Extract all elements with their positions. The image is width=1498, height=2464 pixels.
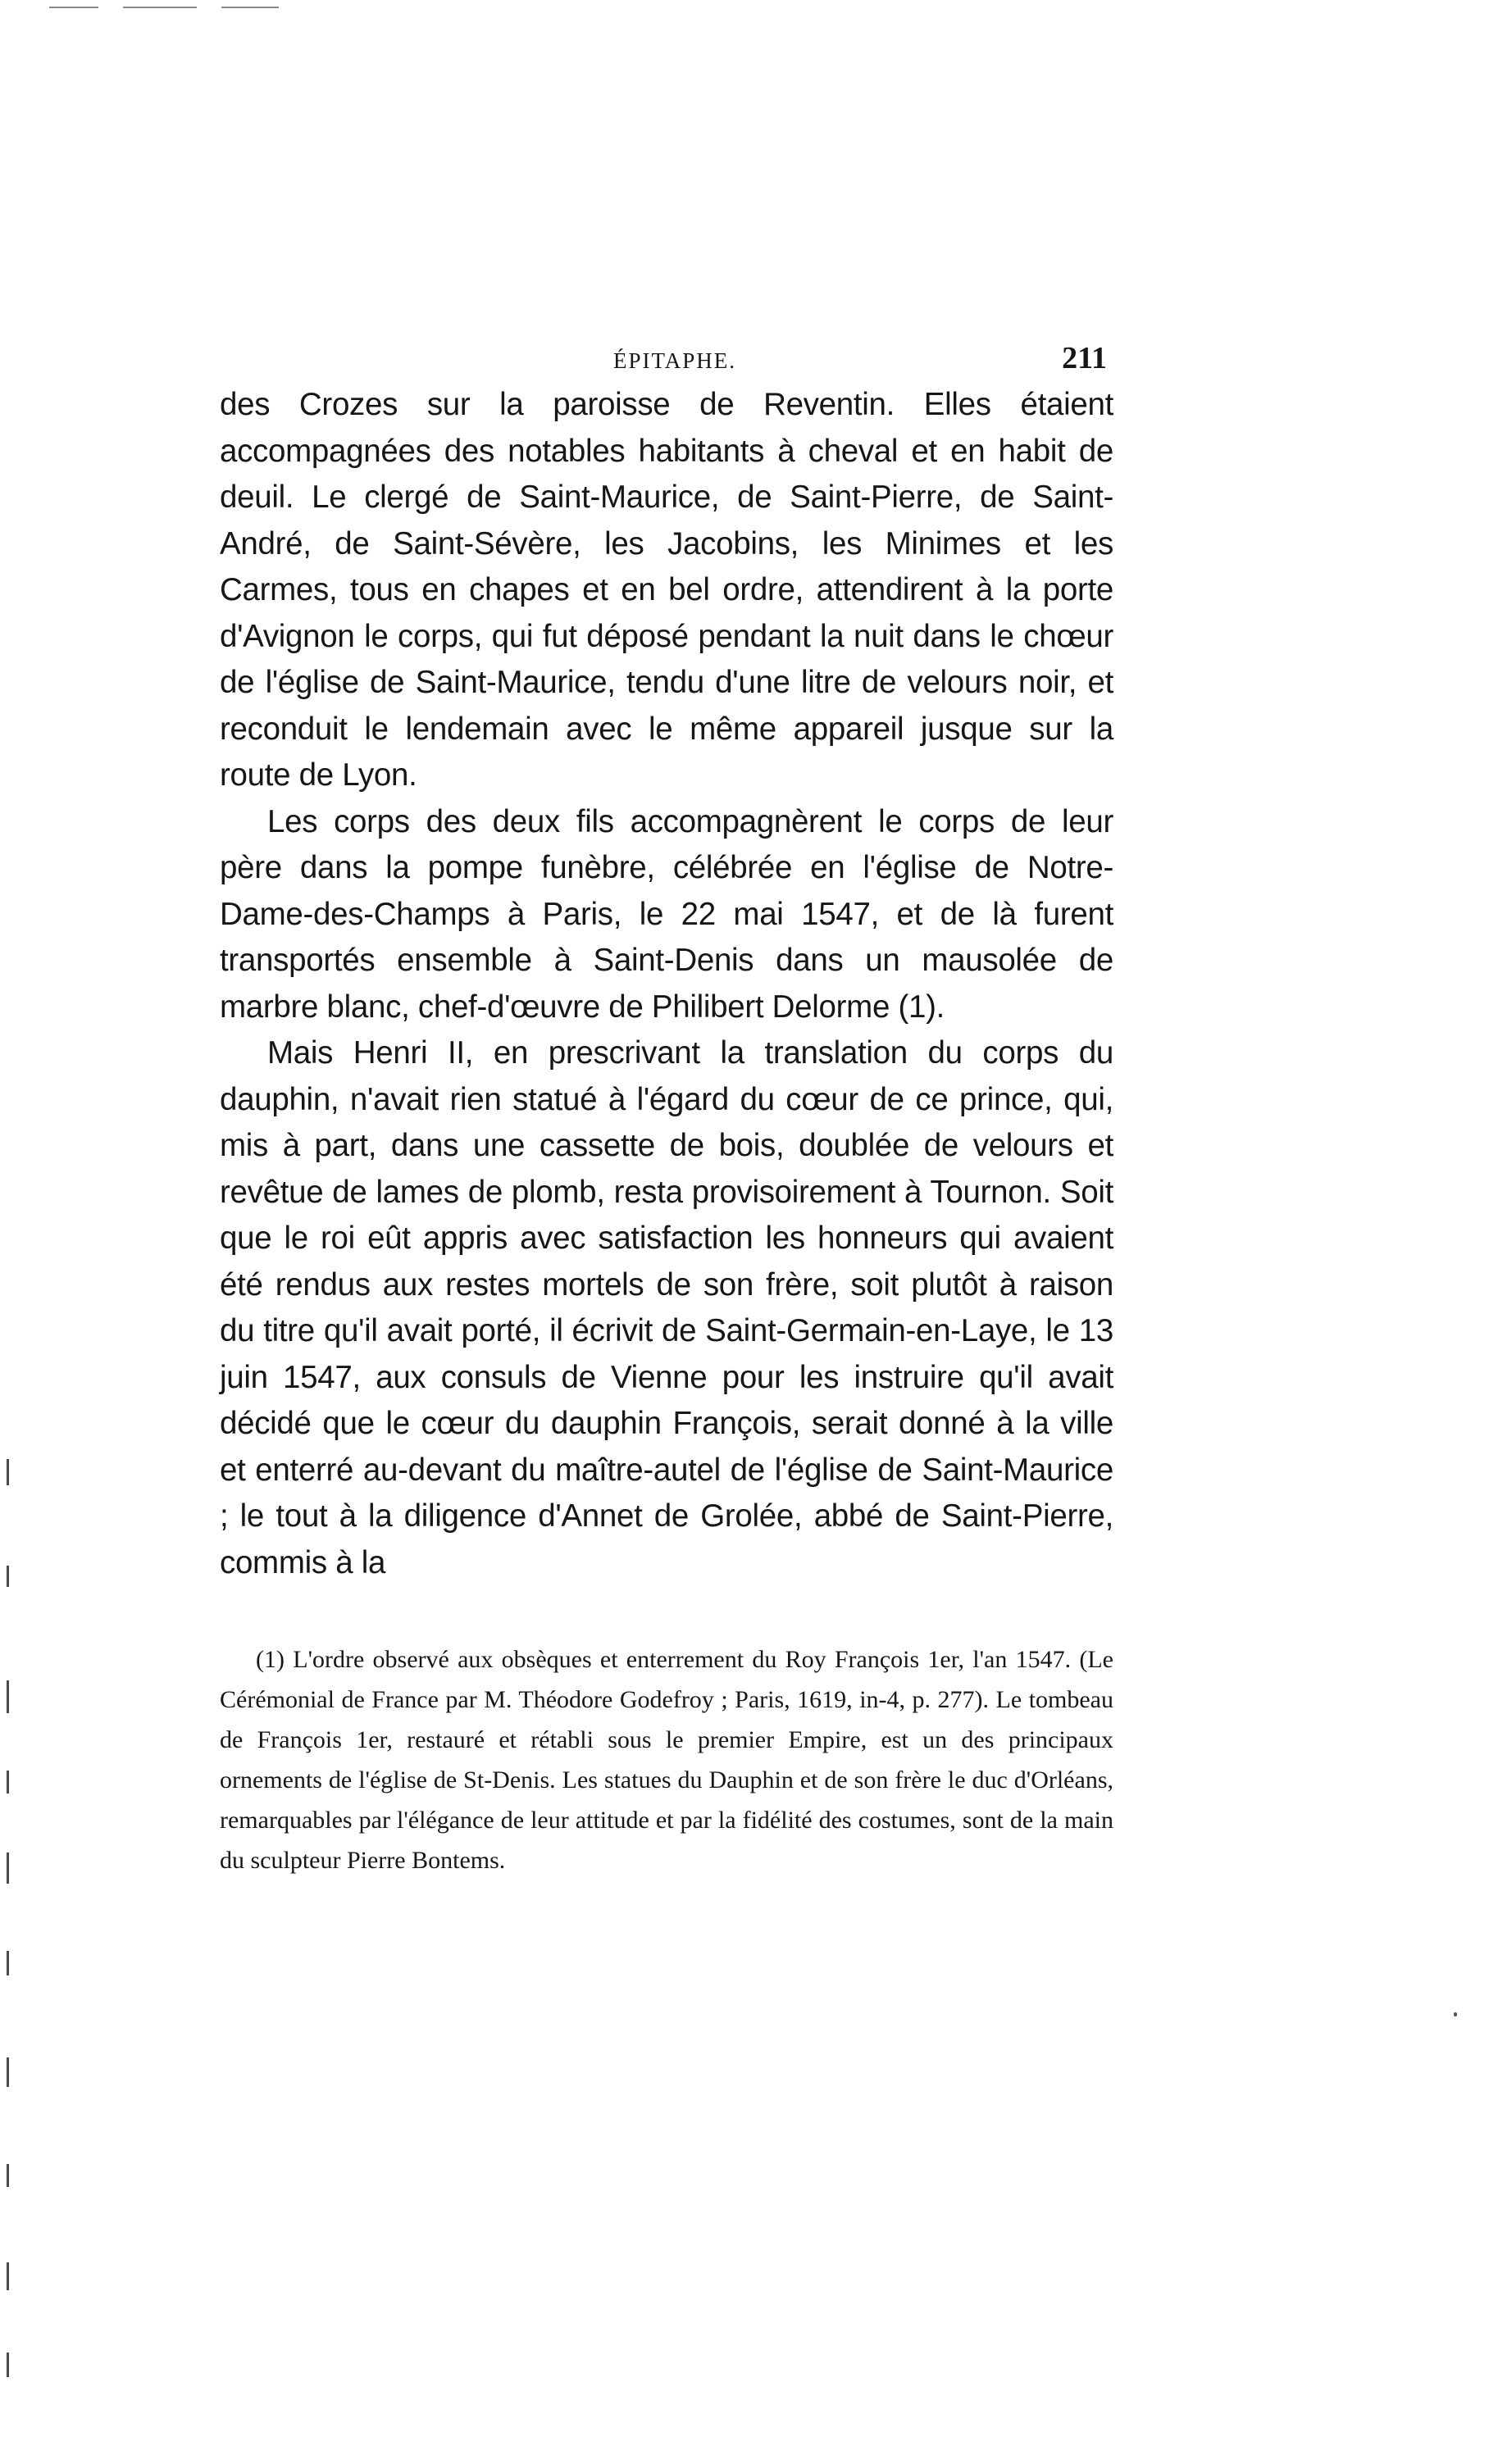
footnotes bbox=[220, 1639, 1113, 1880]
edge-mark bbox=[7, 1771, 9, 1793]
page-header bbox=[220, 340, 1130, 381]
edge-mark bbox=[7, 2262, 9, 2290]
main-text bbox=[220, 382, 1113, 1586]
scan-edge-line bbox=[221, 7, 279, 8]
paragraph: Mais Henri II, en prescrivant la translation du corps du dauphin, n'avait rien statué à l'égard du cœur de ce prince, qui, mis à part, dans une cassette de bois, doublée de velours et revêtue de lames de plomb, resta provisoirement à Tournon. Soit que le roi eût appris avec satisfaction les honneurs qui avaient été rendus aux restes mortels de son frère, soit plutôt à raison du titre qu'il avait porté, il écrivit de Saint-Germain-en-Laye, le 13 juin 1547, aux consuls de Vienne pour les instruire qu'il avait décidé que le cœur du dauphin François, serait donné à la ville et enterré au-devant du maître-autel de l'église de Saint-Maurice ; le tout à la diligence d'Annet de Grolée, abbé de Saint-Pierre, commis à la bbox=[220, 1035, 1113, 1580]
edge-mark bbox=[7, 1459, 9, 1485]
edge-mark bbox=[7, 1566, 9, 1587]
footnote: (1) L'ordre observé aux obsèques et enterrement du Roy François 1er, l'an 1547. (Le Cérémonial de France par M. Théodore Godefroy ; Paris, 1619, in-4, p. 277). Le tombeau de François 1er, restauré et rétabli sous le premier Empire, est un des principaux ornements de l'église de St-Denis. Les statues du Dauphin et de son frère le duc d'Orléans, remarquables par l'élégance de leur attitude et par la fidélité des costumes, sont de la main du sculpteur Pierre Bontems. bbox=[220, 1646, 1113, 1874]
edge-mark bbox=[7, 2057, 9, 2087]
page-number: 211 bbox=[1062, 341, 1107, 375]
edge-mark bbox=[7, 1951, 9, 1975]
running-title: ÉPITAPHE. bbox=[612, 348, 737, 373]
edge-mark bbox=[7, 1853, 9, 1884]
binding-edge-marks bbox=[7, 1459, 11, 2402]
edge-mark bbox=[7, 1680, 9, 1713]
paragraph: des Crozes sur la paroisse de Reventin. Elles étaient accompagnées des notables habitants à cheval et en habit de deuil. Le clergé de Saint-Maurice, de Saint-Pierre, de Saint-André, de Saint-Sévère, les Jacobins, les Minimes et les Carmes, tous en chapes et en bel ordre, attendirent à la porte d'Avignon le corps, qui fut déposé pendant la nuit dans le chœur de l'église de Saint-Maurice, tendu d'une litre de velours noir, et reconduit le lendemain avec le même appareil jusque sur la route de Lyon. bbox=[220, 387, 1113, 793]
scan-edge-line bbox=[123, 7, 197, 8]
edge-mark bbox=[7, 2353, 9, 2377]
paragraph: Les corps des deux fils accompagnèrent le corps de leur père dans la pompe funèbre, célébrée en l'église de Notre-Dame-des-Champs à Paris, le 22 mai 1547, et de là furent transportés ensemble à Saint-Denis dans un mausolée de marbre blanc, chef-d'œuvre de Philibert Delorme (1). bbox=[220, 803, 1113, 1025]
scan-edge-line bbox=[49, 7, 98, 8]
ink-speck bbox=[1454, 2012, 1457, 2016]
edge-mark bbox=[7, 2164, 9, 2187]
